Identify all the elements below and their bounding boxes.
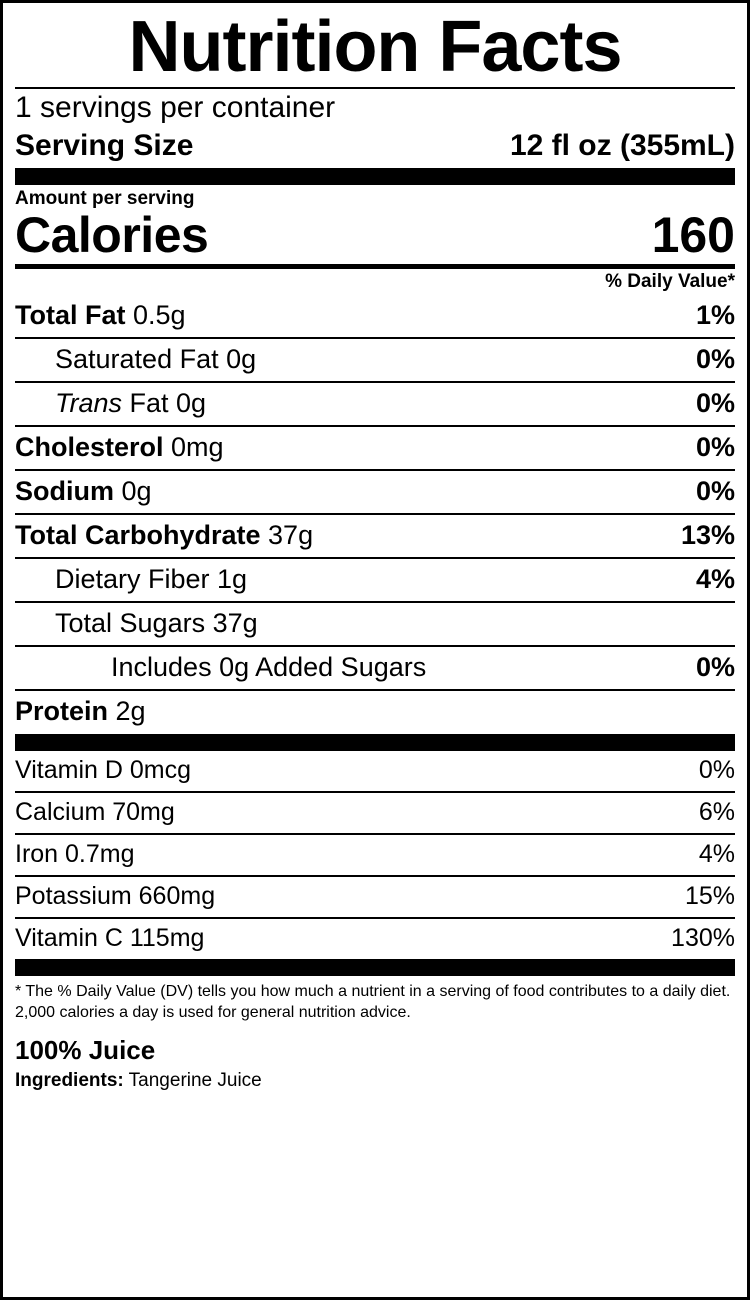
table-row [15,601,735,645]
vitamin-daily-value: 4% [698,840,735,869]
servings-per-container: 1 servings per container [15,91,336,125]
ingredients-line [15,1068,735,1092]
nutrient-daily-value: 0% [695,344,735,375]
table-row [15,791,735,833]
vitamin-daily-value: 15% [684,882,735,911]
vitamin-name: Potassium 660mg [15,882,216,911]
ingredients-label: Ingredients: [15,1070,124,1092]
calories-value: 160 [651,207,735,264]
table-row [15,381,735,425]
nutrient-daily-value: 0% [695,432,735,463]
vitamin-name: Vitamin D 0mcg [15,756,191,785]
serving-size-label: Serving Size [15,129,194,163]
calories-label: Calories [15,207,209,264]
nutrients-table [15,295,735,734]
table-row [15,833,735,875]
table-row [15,295,735,337]
amount-per-serving-label: Amount per serving [15,188,195,210]
divider-thick-top [15,168,735,185]
table-row [15,469,735,513]
vitamins-table [15,751,735,959]
table-row [15,645,735,689]
vitamin-name: Calcium 70mg [15,798,175,827]
nutrient-name: Trans Fat 0g [55,388,207,419]
vitamin-daily-value: 6% [698,798,735,827]
nutrient-daily-value: 13% [680,520,735,551]
vitamin-daily-value: 0% [698,756,735,785]
table-row-protein [15,689,735,734]
divider-thick-bottom [15,959,735,976]
serving-size-value: 12 fl oz (355mL) [509,129,735,163]
ingredients-text: Tangerine Juice [123,1070,262,1092]
calories-row [15,207,735,264]
daily-value-header: % Daily Value* [605,271,735,293]
nutrient-name: Saturated Fat 0g [55,344,257,375]
nutrient-name: Protein 2g [15,696,146,727]
nutrient-daily-value: 4% [695,564,735,595]
table-row [15,557,735,601]
page-title: Nutrition Facts [128,7,622,87]
nutrient-daily-value: 1% [695,300,735,331]
serving-size-row [15,128,735,168]
nutrient-daily-value: 0% [695,652,735,683]
daily-value-footnote: * The % Daily Value (DV) tells you how much a nutrient in a serving of food contributes to a daily diet. 2,000 calories a day is used for general nutrition advice. [15,983,731,1021]
table-row [15,751,735,791]
divider-thick-mid [15,734,735,751]
nutrient-name: Total Sugars 37g [55,608,258,639]
nutrient-name: Total Carbohydrate 37g [15,520,314,551]
nutrient-name: Total Fat 0.5g [15,300,186,331]
table-row [15,337,735,381]
table-row [15,875,735,917]
nutrient-name: Sodium 0g [15,476,152,507]
table-row [15,513,735,557]
nutrient-name: Includes 0g Added Sugars [111,652,427,683]
vitamin-name: Vitamin C 115mg [15,924,205,953]
nutrient-daily-value: 0% [695,388,735,419]
nutrient-daily-value: 0% [695,476,735,507]
table-row [15,917,735,959]
table-row [15,425,735,469]
nutrient-name: Dietary Fiber 1g [55,564,248,595]
vitamin-daily-value: 130% [671,924,735,953]
vitamin-name: Iron 0.7mg [15,840,135,869]
juice-claim: 100% Juice [15,1035,156,1066]
nutrient-name: Cholesterol 0mg [15,432,224,463]
